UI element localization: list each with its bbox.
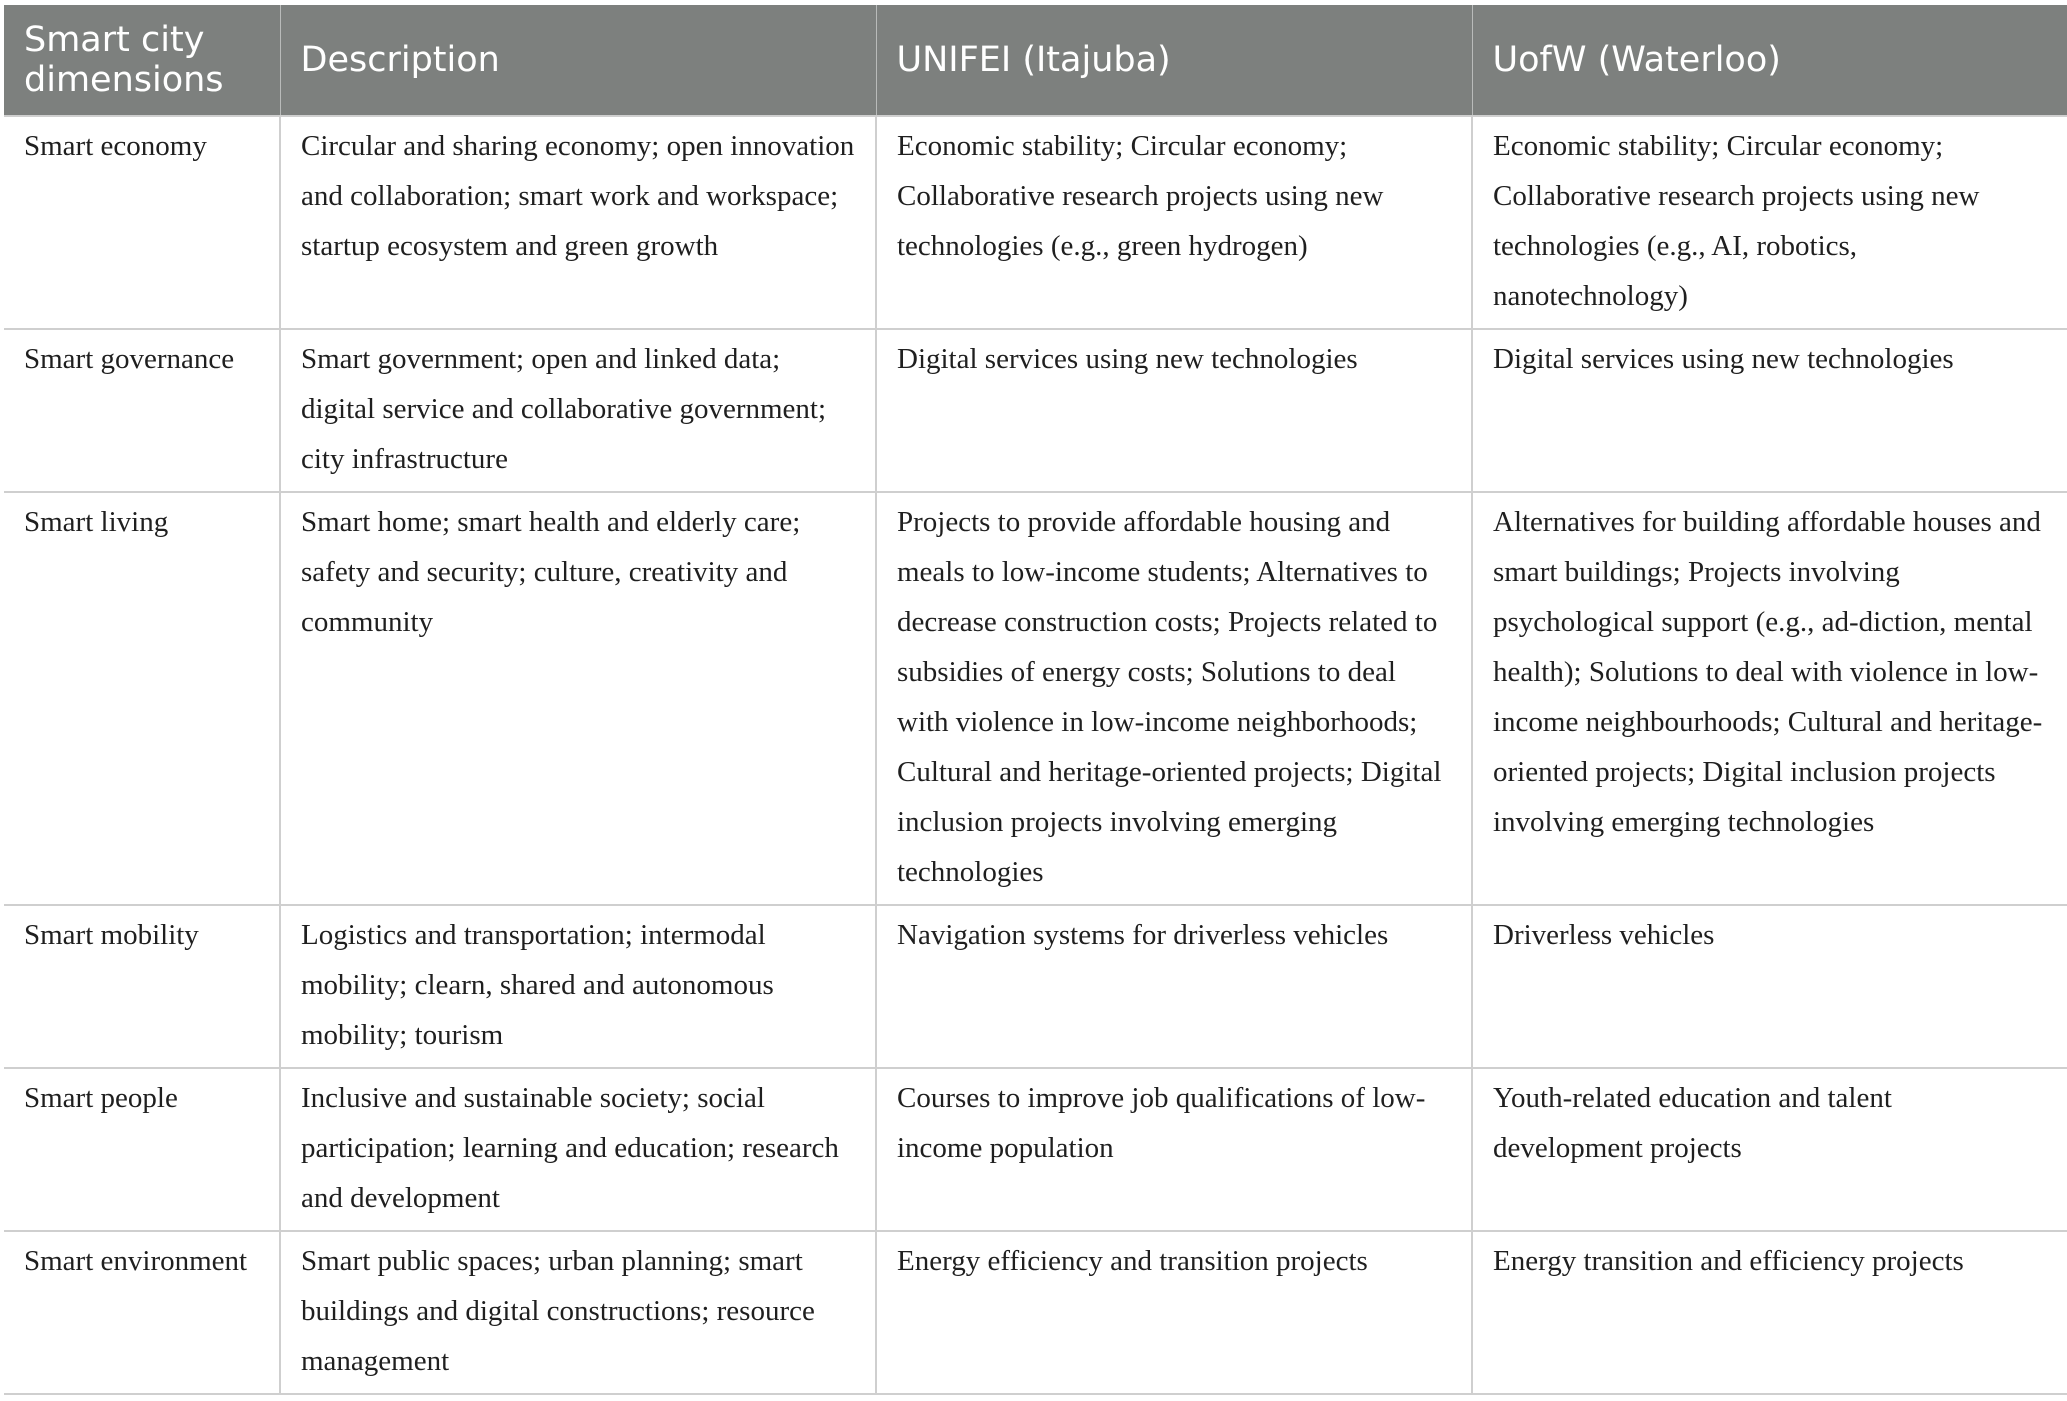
cell-unifei: Energy efficiency and transition projects [876, 1231, 1472, 1394]
header-dimensions: Smart city dimensions [4, 5, 280, 116]
cell-uofw: Energy transition and efficiency projects [1472, 1231, 2067, 1394]
cell-uofw: Youth-related education and talent development projects [1472, 1068, 2067, 1231]
cell-uofw: Alternatives for building affordable houses and smart buildings; Projects involving psychological support (e.g., ad-diction, mental health); Solutions to deal with violence in low-income neighbourhoods; Cultural and heritage-oriented projects; Digital inclusion projects involving emerging technologies [1472, 492, 2067, 905]
cell-unifei: Projects to provide affordable housing and meals to low-income students; Alternatives to decrease construction costs; Projects related to subsidies of energy costs; Solutions to deal with violence in low-income neighborhoods; Cultural and heritage-oriented projects; Digital inclusion projects involving emerging technologies [876, 492, 1472, 905]
header-uofw: UofW (Waterloo) [1472, 5, 2067, 116]
cell-description: Circular and sharing economy; open innovation and collaboration; smart work and workspace; startup ecosystem and green growth [280, 116, 876, 329]
cell-unifei: Economic stability; Circular economy; Collaborative research projects using new technologies (e.g., green hydrogen) [876, 116, 1472, 329]
cell-uofw: Digital services using new technologies [1472, 329, 2067, 492]
table-row [4, 1068, 2067, 1231]
table-row [4, 116, 2067, 329]
header-description: Description [280, 5, 876, 116]
table-row [4, 329, 2067, 492]
cell-uofw: Driverless vehicles [1472, 905, 2067, 1068]
table-row [4, 1231, 2067, 1394]
cell-unifei: Digital services using new technologies [876, 329, 1472, 492]
cell-dimension: Smart economy [4, 116, 280, 329]
cell-dimension: Smart governance [4, 329, 280, 492]
cell-description: Logistics and transportation; intermodal mobility; clearn, shared and autonomous mobility; tourism [280, 905, 876, 1068]
smart-city-comparison-table [4, 5, 2067, 1395]
table-row [4, 905, 2067, 1068]
cell-description: Inclusive and sustainable society; social participation; learning and education; research and development [280, 1068, 876, 1231]
cell-uofw: Economic stability; Circular economy; Collaborative research projects using new technologies (e.g., AI, robotics, nanotechnology) [1472, 116, 2067, 329]
cell-description: Smart home; smart health and elderly care; safety and security; culture, creativity and community [280, 492, 876, 905]
cell-dimension: Smart people [4, 1068, 280, 1231]
header-unifei: UNIFEI (Itajuba) [876, 5, 1472, 116]
header-row [4, 5, 2067, 116]
cell-unifei: Navigation systems for driverless vehicles [876, 905, 1472, 1068]
cell-unifei: Courses to improve job qualifications of low-income population [876, 1068, 1472, 1231]
cell-dimension: Smart environment [4, 1231, 280, 1394]
cell-description: Smart public spaces; urban planning; smart buildings and digital constructions; resource management [280, 1231, 876, 1394]
comparison-table-container [4, 5, 2067, 1395]
cell-dimension: Smart mobility [4, 905, 280, 1068]
table-body [4, 116, 2067, 1394]
table-row [4, 492, 2067, 905]
cell-dimension: Smart living [4, 492, 280, 905]
table-header [4, 5, 2067, 116]
cell-description: Smart government; open and linked data; digital service and collaborative government; city infrastructure [280, 329, 876, 492]
